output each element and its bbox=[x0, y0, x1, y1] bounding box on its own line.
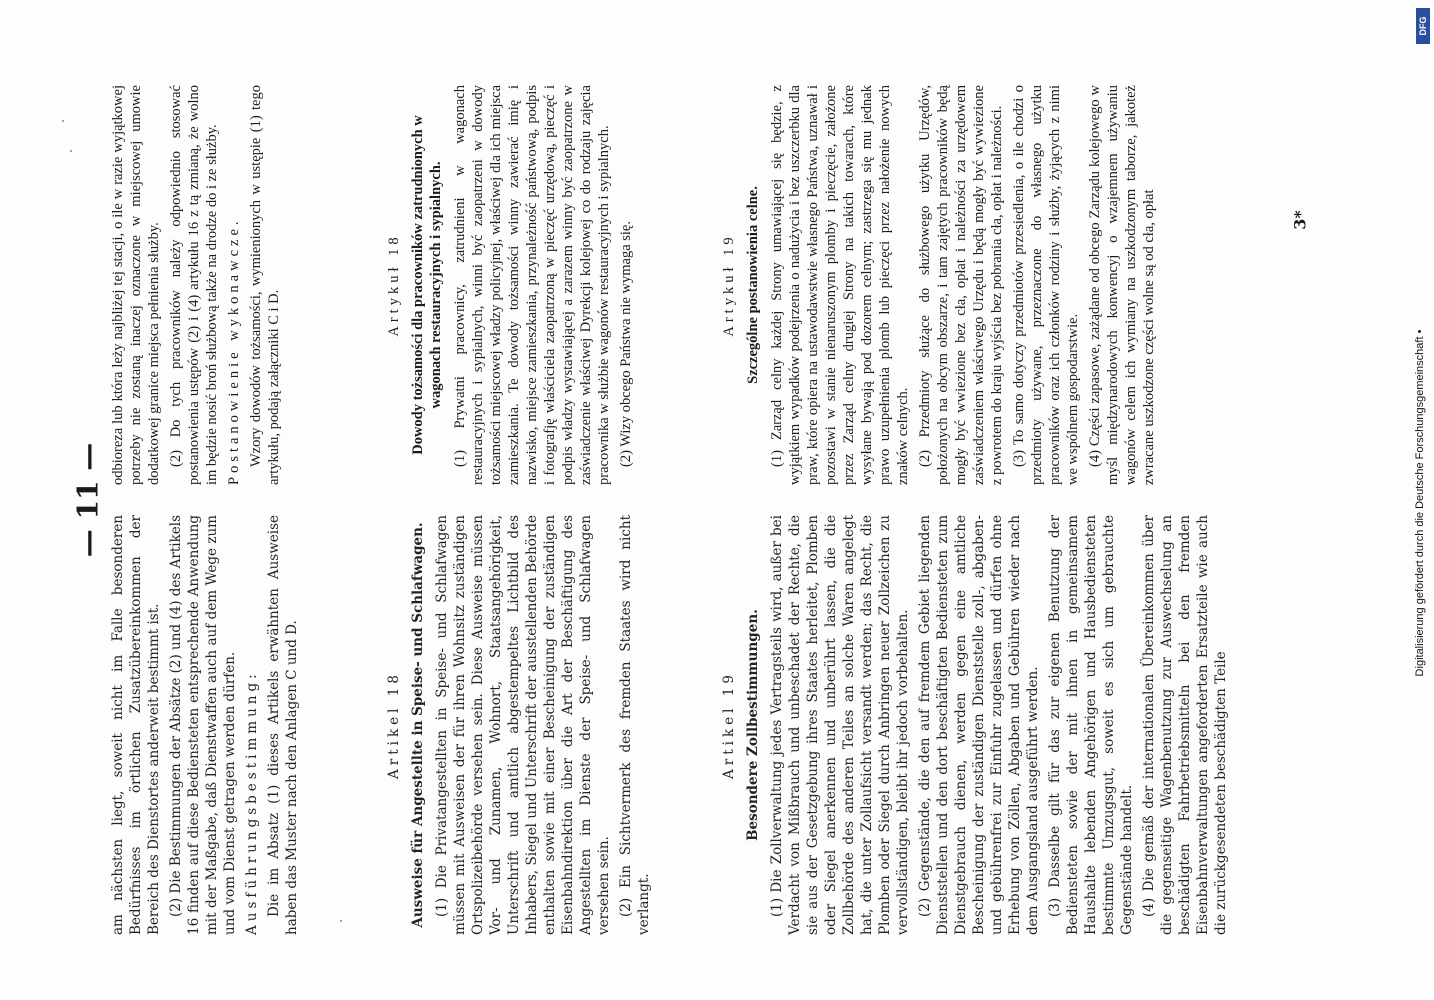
polish-art18-heading: Dowody tożsamości dla pracowników zatrudnionych w wagonach restauracyjnych i sypialnych. bbox=[410, 115, 444, 455]
polish-column-1 bbox=[105, 80, 345, 490]
scan-speck bbox=[70, 150, 72, 152]
german-art19-para1: (1) Die Zollverwaltung jedes Vertragsteils wird, außer bei Verdacht von Mißbrauch und unbeschadet der Rechte, die sie aus der Gesetzgebung ihres Staates herleitet, Plomben oder Siegel anerkennen und unberührt lassen, die die Zollbehörde des anderen Teiles an solche Waren angelegt hat, die unter Zollaufsicht versandt werden; das Recht, die Plomben oder Siegel durch Anbringen neuer Zollzeichen zu vervollständigen, bleibt ihr jedoch vorbehalten. bbox=[769, 515, 911, 935]
polish-art19-para1: (1) Zarząd celny każdej Strony umawiającej się będzie, z wyjątkiem wypadków podejrzenia o nadużycia i bez uszczerbku dla praw, które opiera na ustawodawstwie własnego Państwa, uznawał i pozostawi w stanie nienaruszonym plomby i pieczęcie, założone przez Zarząd celny drugiej Strony na takich towarach, które wysyłane bywają pod dozorem celnym; zastrzega się mu jednak prawo uzupełnienia plomb lub pieczęci przez nałożenie nowych znaków celnych. bbox=[769, 85, 911, 485]
german-art19-heading: Besondere Zollbestimmungen. bbox=[745, 609, 761, 841]
polish-col1-para2: (2) Do tych pracowników należy odpowiednio stosować postanowienia ustępów (2) i (4) artykułu 16 z tą zmianą, że wolno im będzie nosić broń służbową także na drodze do i ze służby. bbox=[168, 85, 220, 485]
dfg-badge bbox=[1416, 8, 1430, 44]
german-art18-title: Artikel 18 bbox=[386, 671, 402, 779]
german-article-18 bbox=[380, 510, 710, 940]
german-article-19 bbox=[715, 510, 1275, 940]
polish-art19-para4: (4) Części zapasowe, zażądane od obcego Zarządu kolejowego w myśl międzynarodowych konwencyj o wzajemnem używaniu wagonów celem ich wymiany na uszkodzonym taborze, jakoteż zwracane uszkodzone części wolne są od cła, opłat bbox=[1087, 85, 1157, 485]
german-column-1 bbox=[105, 510, 345, 940]
scan-speck bbox=[62, 120, 64, 122]
polish-art18-para2: (2) Wizy obcego Państwa nie wymaga się. bbox=[618, 221, 634, 467]
german-col1-para2: (2) Die Bestimmungen der Absätze (2) und (4) des Artikels 16 finden auf diese Bediensteten entsprechende Anwendung mit der Maßgabe, daß Dienstwaffen auch auf dem Wege zum und vom Dienst getragen werden dürfen. bbox=[168, 515, 238, 935]
german-art19-title: Artikel 19 bbox=[721, 671, 737, 779]
german-art18-para1: (1) Die Privatangestellten in Speise- und Schlafwagen müssen mit Ausweisen der für ihren Wohnsitz zuständigen Ortspolizeibehörde versehen sein. Diese Ausweise müssen Vor- und Zunamen, Wohnort, Staatsangehörigkeit, Unterschrift und amtlich abgestempeltes Lichtbild des Inhabers, Siegel und Unterschrift der ausstellenden Behörde enthalten sowie mit einer Bescheinigung der zuständigen Eisenbahndirektion über die Art der Beschäftigung des Angestellten im Dienste der Speise- und Schlafwagen versehen sein. bbox=[434, 515, 612, 935]
german-col1-intro: am nächsten liegt, soweit nicht im Falle besonderen Bedürfnisses im örtlichen Zusatzübereinkommen der Bereich des Dienstortes anderweit bestimmt ist. bbox=[110, 515, 162, 935]
dfg-badge-label: DFG bbox=[1418, 16, 1428, 36]
polish-exec-text: Wzory dowodów tożsamości, wymienionych w ustępie (1) tego artykułu, podają załączniki C i D. bbox=[248, 85, 282, 485]
signature-mark: 3* bbox=[1290, 210, 1310, 230]
polish-art18-para1: (1) Prywatni pracownicy, zatrudnieni w wagonach restauracyjnych i sypialnych, winni być zaopatrzeni w dowody tożsamości miejscowej władzy policyjnej, właściwej dla ich miejsca zamieszkania. Te dowody tożsamości winny zawierać imię i nazwisko, miejsce zamieszkania, przynależność państwową, podpis i fotografję właściciela zaopatrzoną w pieczęć urzędową, pieczęć i podpis władzy wystawiającej a zarazem winny być zaopatrzone w zaświadczenie właściwej Dyrekcji kolejowej co do rodzaju zajęcia pracownika w służbie wagonów restauracyjnych i sypialnych. bbox=[452, 85, 612, 485]
german-art19-para4: (4) Die gemäß der internationalen Übereinkommen über die gegenseitige Wagenbenutzung zur Auswechselung an beschädigten Fahrbetriebsmitteln bei den fremden Eisenbahnverwaltungen angeforderten Ersatzteile wie auch die zurückgesendeten beschädigten Teile bbox=[1141, 515, 1229, 935]
polish-art19-para2: (2) Przedmioty służące do służbowego użytku Urzędów, położonych na obcym obszarze, i tam zajętych pracowników będą mogły być wwiezione bez cła, opłat i należności za urzędowem zaświadczeniem właściwego Urzędu i będą mogły być wywiezione z powrotem do kraju wyjścia bez pobrania cła, opłat i należności. bbox=[917, 85, 1005, 485]
polish-art19-title: Artykuł 19 bbox=[721, 233, 737, 337]
polish-art19-para3: (3) To samo dotyczy przedmiotów przesiedlenia, o ile chodzi o przedmioty używane, przeznaczone do własnego użytku pracowników oraz ich członków rodziny i służby, żyjących z nimi we wspólnem gospodarstwie. bbox=[1011, 85, 1081, 485]
german-exec-heading: Ausführungsbestimmung: bbox=[244, 670, 260, 935]
german-art18-para2: (2) Ein Sichtvermerk des fremden Staates wird nicht verlangt. bbox=[618, 515, 652, 935]
page-number: — 11 — bbox=[71, 442, 105, 558]
german-exec-text: Die im Absatz (1) dieses Artikels erwähnten Ausweise haben das Muster nach den Anlagen C und D. bbox=[266, 515, 300, 935]
polish-col1-intro: odbioreza lub która leży najbliżej tej stacji, o ile w razie wyjątkowej potrzeby nie zostaną inaczej oznaczone w miejscowej umowie dodatkowej granice miejsca pełnienia służby. bbox=[110, 85, 162, 485]
polish-article-18 bbox=[380, 80, 710, 490]
german-art18-heading: Ausweise für Angestellte in Speise- und Schlafwagen. bbox=[410, 522, 426, 928]
polish-article-19 bbox=[715, 80, 1275, 490]
signature-mark-container bbox=[1275, 200, 1325, 240]
polish-exec-heading: Postanowienie wykonawcze. bbox=[226, 217, 242, 485]
polish-art18-title: Artykuł 18 bbox=[386, 233, 402, 337]
polish-art19-heading: Szczególne postanowienia celne. bbox=[745, 186, 761, 384]
dfg-credit-text: Digitalisierung gefördert durch die Deutsche Forschungsgemeinschaft • bbox=[1414, 329, 1426, 677]
dfg-credit-strip bbox=[1410, 8, 1430, 998]
scan-speck bbox=[340, 920, 342, 922]
german-art19-para3: (3) Dasselbe gilt für das zur eigenen Benutzung der Bediensteten sowie der mit ihnen in gemeinsamem Haushalte lebenden Angehörigen und Hausbediensteten bestimmte Umzugsgut, soweit es sich um gebrauchte Gegenstände handelt. bbox=[1047, 515, 1135, 935]
german-art19-para2: (2) Gegenstände, die den auf fremdem Gebiet liegenden Dienststellen und den dort beschäftigten Bediensteten zum Dienstgebrauch dienen, werden gegen eine amtliche Bescheinigung der zuständigen Dienststelle zoll-, abgaben- und gebührenfrei zur Einfuhr zugelassen und dürfen ohne Erhebung von Zöllen, Abgaben und Gebühren wieder nach dem Ausgangsland ausgeführt werden. bbox=[917, 515, 1041, 935]
